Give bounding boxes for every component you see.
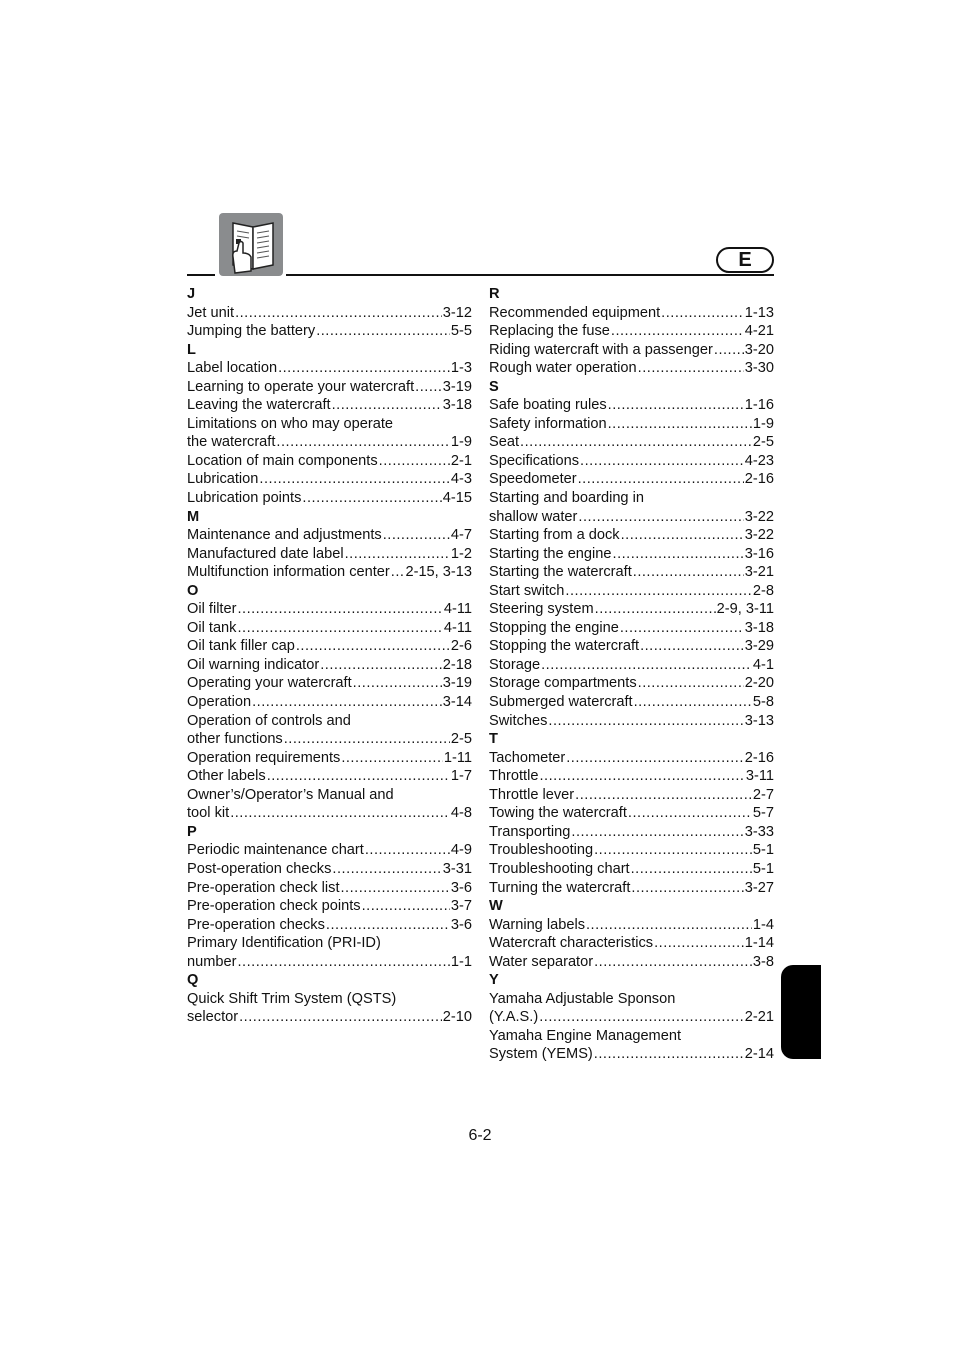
index-entry xyxy=(187,526,472,545)
index-letter-heading: M xyxy=(187,508,200,525)
index-entry-title: Lubrication points xyxy=(187,490,302,507)
index-entry-page: 2-10 xyxy=(442,1009,472,1026)
index-entry-title: Watercraft characteristics xyxy=(489,935,654,952)
index-entry-continuation: Starting and boarding in xyxy=(489,490,644,507)
dot-leader xyxy=(631,860,752,879)
index-entry-page: 2-20 xyxy=(744,675,774,692)
index-entry-title: Transporting xyxy=(489,823,571,840)
index-entry xyxy=(489,767,774,786)
index-entry xyxy=(187,656,472,675)
index-entry-page: 3-14 xyxy=(442,694,472,711)
dot-leader xyxy=(565,582,751,601)
index-entry-continuation: Yamaha Engine Management xyxy=(489,1027,682,1044)
index-entry xyxy=(489,934,774,953)
index-entry xyxy=(187,545,472,564)
index-entry xyxy=(489,749,774,768)
index-entry xyxy=(489,637,774,656)
index-entry-page: 1-9 xyxy=(450,434,472,451)
dot-leader xyxy=(379,452,450,471)
index-entry-title: Safety information xyxy=(489,415,607,432)
index-entry-continuation: Quick Shift Trim System (QSTS) xyxy=(187,990,397,1007)
index-entry xyxy=(489,619,774,638)
index-entry-page: 3-8 xyxy=(752,953,774,970)
index-entry xyxy=(489,1008,774,1027)
index-entry-title: Seat xyxy=(489,434,520,451)
dot-leader xyxy=(320,656,442,675)
index-entry xyxy=(489,693,774,712)
index-entry xyxy=(489,712,774,731)
index-entry-title: Maintenance and adjustments xyxy=(187,527,382,544)
dot-leader xyxy=(259,470,450,489)
index-entry-page: 1-11 xyxy=(443,749,472,766)
index-letter-heading: L xyxy=(187,341,196,358)
index-entry xyxy=(489,656,774,675)
index-entry-title: Post-operation checks xyxy=(187,860,332,877)
index-entry-page: 2-14 xyxy=(744,1046,774,1063)
index-entry xyxy=(187,322,472,341)
index-entry-title: selector xyxy=(187,1009,239,1026)
index-entry-page: 1-3 xyxy=(450,360,472,377)
index-entry-page: 3-11 xyxy=(745,768,774,785)
index-entry xyxy=(187,304,472,323)
index-entry-page: 4-8 xyxy=(450,805,472,822)
dot-leader xyxy=(383,526,450,545)
dot-leader xyxy=(296,637,450,656)
page-number: 6-2 xyxy=(468,1127,492,1144)
index-entry-page: 3-6 xyxy=(450,916,472,933)
index-entry xyxy=(187,953,472,972)
index-entry-page: 1-7 xyxy=(450,768,472,785)
index-entry-title: Manufactured date label xyxy=(187,545,344,562)
dot-leader xyxy=(341,749,443,768)
index-entry-page: 3-22 xyxy=(744,527,774,544)
index-entry-title: Stopping the watercraft xyxy=(489,638,640,655)
index-letter-heading: T xyxy=(489,731,498,748)
index-entry xyxy=(187,378,472,397)
index-entry-page: 2-5 xyxy=(450,731,472,748)
index-entry xyxy=(489,879,774,898)
dot-leader xyxy=(633,563,744,582)
dot-leader xyxy=(608,396,744,415)
dot-leader xyxy=(541,656,752,675)
index-entry-page: 3-7 xyxy=(450,898,472,915)
index-entry xyxy=(187,637,472,656)
dot-leader xyxy=(237,953,449,972)
index-entry xyxy=(187,433,472,452)
index-entry xyxy=(187,804,472,823)
index-entry xyxy=(489,470,774,489)
dot-leader xyxy=(580,452,744,471)
dot-leader xyxy=(638,359,744,378)
index-entry-page: 2-1 xyxy=(450,452,472,469)
dot-leader xyxy=(276,433,449,452)
index-entry-page: 3-16 xyxy=(744,545,774,562)
index-entry-page: 3-20 xyxy=(744,341,774,358)
index-entry-title: Starting the watercraft xyxy=(489,564,632,581)
index-entry-title: Location of main components xyxy=(187,452,378,469)
index-entry xyxy=(489,600,774,619)
index-entry-title: (Y.A.S.) xyxy=(489,1009,539,1026)
index-entry xyxy=(187,749,472,768)
index-entry xyxy=(187,619,472,638)
index-entry-title: Jet unit xyxy=(187,304,235,321)
dot-leader xyxy=(391,563,405,582)
index-entry-title: Replacing the fuse xyxy=(489,323,610,340)
dot-leader xyxy=(620,619,744,638)
dot-leader xyxy=(341,879,450,898)
index-entry-title: System (YEMS) xyxy=(489,1046,593,1063)
index-entry-page: 5-1 xyxy=(752,860,774,877)
index-entry-title: Leaving the watercraft xyxy=(187,397,331,414)
index-letter-heading: J xyxy=(187,286,196,302)
index-entry-title: Steering system xyxy=(489,601,594,618)
dot-leader xyxy=(595,600,716,619)
index-entry-page: 3-22 xyxy=(744,508,774,525)
index-entry xyxy=(489,545,774,564)
index-entry-title: Tachometer xyxy=(489,749,566,766)
index-entry-title: Other labels xyxy=(187,768,266,785)
dot-leader xyxy=(302,489,441,508)
index-entry-page: 2-16 xyxy=(744,471,774,488)
index-entry xyxy=(489,823,774,842)
dot-leader xyxy=(608,415,752,434)
index-entry xyxy=(489,674,774,693)
index-entry xyxy=(187,452,472,471)
index-entry-continuation: Yamaha Adjustable Sponson xyxy=(489,990,676,1007)
index-entry-title: Pre-operation check list xyxy=(187,879,340,896)
dot-leader xyxy=(548,712,743,731)
dot-leader xyxy=(611,322,744,341)
index-entry-page: 5-7 xyxy=(752,805,774,822)
index-entry-title: Towing the watercraft xyxy=(489,805,627,822)
index-entry-title: other functions xyxy=(187,731,283,748)
index-entry-title: Stopping the engine xyxy=(489,619,619,636)
index-entry-title: Pre-operation check points xyxy=(187,898,361,915)
dot-leader xyxy=(230,804,450,823)
index-entry-page: 5-1 xyxy=(752,842,774,859)
index-entry-title: Rough water operation xyxy=(489,360,637,377)
index-entry xyxy=(187,563,472,582)
index-entry xyxy=(187,916,472,935)
index-entry-title: Safe boating rules xyxy=(489,397,607,414)
index-entry-continuation: Limitations on who may operate xyxy=(187,415,394,432)
index-entry-page: 1-1 xyxy=(450,953,472,970)
index-entry-page: 3-6 xyxy=(450,879,472,896)
dot-leader xyxy=(578,508,743,527)
index-entry-title: Submerged watercraft xyxy=(489,694,633,711)
index-entry-title: Starting from a dock xyxy=(489,527,620,544)
dot-leader xyxy=(278,359,450,378)
index-entry-title: Oil tank filler cap xyxy=(187,638,295,655)
dot-leader xyxy=(237,600,442,619)
index-entry-title: number xyxy=(187,953,237,970)
index-entry-title: Operation xyxy=(187,694,252,711)
index-entry-title: Jumping the battery xyxy=(187,323,316,340)
index-entry xyxy=(187,396,472,415)
index-entry xyxy=(187,1008,472,1027)
index-entry xyxy=(489,433,774,452)
index-entry xyxy=(489,304,774,323)
index-entry-title: Storage xyxy=(489,656,541,673)
index-entry xyxy=(187,897,472,916)
index-entry-title: Turning the watercraft xyxy=(489,879,631,896)
index-entry-page: 3-19 xyxy=(442,378,472,395)
index-entry xyxy=(489,1045,774,1064)
index-entry-page: 1-16 xyxy=(744,397,774,414)
index-entry-title: Switches xyxy=(489,712,548,729)
index-entry-page: 1-13 xyxy=(744,304,774,321)
dot-leader xyxy=(415,378,442,397)
index-entry xyxy=(187,470,472,489)
dot-leader xyxy=(267,767,450,786)
index-entry-page: 5-8 xyxy=(752,694,774,711)
index-entry-title: Multifunction information center xyxy=(187,564,390,581)
dot-leader xyxy=(353,674,442,693)
chapter-tab xyxy=(781,965,821,1059)
index-entry xyxy=(489,415,774,434)
dot-leader xyxy=(578,470,744,489)
index-entry-title: Recommended equipment xyxy=(489,304,661,321)
index-entry-page: 5-5 xyxy=(450,323,472,340)
index-entry xyxy=(489,322,774,341)
index-entry-title: Riding watercraft with a passenger xyxy=(489,341,713,358)
index-entry-page: 1-14 xyxy=(744,935,774,952)
dot-leader xyxy=(654,934,744,953)
index-entry-page: 4-9 xyxy=(450,842,472,859)
index-entry xyxy=(187,879,472,898)
index-entry xyxy=(489,916,774,935)
index-letter-heading: Y xyxy=(489,972,499,989)
index-entry xyxy=(187,841,472,860)
index-entry xyxy=(187,767,472,786)
index-entry-page: 2-15, 3-13 xyxy=(405,564,472,581)
index-letter-heading: W xyxy=(489,898,503,915)
index-entry xyxy=(489,841,774,860)
index-entry-page: 3-18 xyxy=(442,397,472,414)
index-entry xyxy=(187,730,472,749)
index-entry-title: Periodic maintenance chart xyxy=(187,842,364,859)
index-entry xyxy=(489,860,774,879)
index-entry xyxy=(187,860,472,879)
index-entry xyxy=(489,508,774,527)
language-badge: E xyxy=(716,247,774,273)
index-entry-title: Learning to operate your watercraft xyxy=(187,378,415,395)
index-entry-title: Operating your watercraft xyxy=(187,675,352,692)
dot-leader xyxy=(284,730,450,749)
index-entry-title: Oil filter xyxy=(187,601,237,618)
index-entry-page: 3-12 xyxy=(442,304,472,321)
index-entry xyxy=(489,953,774,972)
index-entry-title: Speedometer xyxy=(489,471,577,488)
manual-reading-icon xyxy=(219,213,283,276)
index-entry-page: 4-23 xyxy=(744,452,774,469)
dot-leader xyxy=(539,1008,744,1027)
index-entry xyxy=(187,359,472,378)
index-entry-page: 4-15 xyxy=(442,490,472,507)
index-entry-page: 3-29 xyxy=(744,638,774,655)
dot-leader xyxy=(628,804,752,823)
index-entry-page: 2-9, 3-11 xyxy=(716,601,774,618)
dot-leader xyxy=(634,693,752,712)
index-entry-title: shallow water xyxy=(489,508,578,525)
index-entry-title: Specifications xyxy=(489,452,580,469)
index-entry-title: tool kit xyxy=(187,805,230,822)
dot-leader xyxy=(332,860,441,879)
dot-leader xyxy=(316,322,450,341)
dot-leader xyxy=(594,953,752,972)
index-entry-page: 3-27 xyxy=(744,879,774,896)
index-entry-page: 4-21 xyxy=(744,323,774,340)
index-entry-page: 1-9 xyxy=(752,415,774,432)
dot-leader xyxy=(575,786,752,805)
index-entry-title: Operation requirements xyxy=(187,749,341,766)
index-entry-title: Throttle xyxy=(489,768,539,785)
dot-leader xyxy=(252,693,442,712)
index-entry-title: Troubleshooting chart xyxy=(489,860,630,877)
index-column-right xyxy=(489,285,774,1064)
index-entry-continuation: Primary Identification (PRI-ID) xyxy=(187,935,381,952)
index-entry-title: Lubrication xyxy=(187,471,259,488)
index-letter-heading: Q xyxy=(187,972,199,989)
index-entry-continuation: Operation of controls and xyxy=(187,712,351,729)
index-entry-page: 1-4 xyxy=(752,916,774,933)
dot-leader xyxy=(594,1045,744,1064)
index-entry-title: Troubleshooting xyxy=(489,842,594,859)
dot-leader xyxy=(566,749,744,768)
index-entry-page: 2-21 xyxy=(744,1009,774,1026)
index-letter-heading: S xyxy=(489,378,499,395)
index-column-left xyxy=(187,285,472,1027)
dot-leader xyxy=(714,341,744,360)
index-entry-page: 4-1 xyxy=(752,656,774,673)
index-entry-page: 4-11 xyxy=(443,601,472,618)
dot-leader xyxy=(520,433,752,452)
index-entry xyxy=(489,563,774,582)
dot-leader xyxy=(345,545,450,564)
index-entry xyxy=(489,452,774,471)
dot-leader xyxy=(326,916,450,935)
index-entry-title: Label location xyxy=(187,360,278,377)
index-entry xyxy=(187,693,472,712)
index-entry-title: Start switch xyxy=(489,582,565,599)
index-entry-page: 2-16 xyxy=(744,749,774,766)
header-rule-left xyxy=(187,274,215,276)
dot-leader xyxy=(640,637,744,656)
index-entry-page: 4-7 xyxy=(450,527,472,544)
dot-leader xyxy=(631,879,743,898)
index-entry-title: Pre-operation checks xyxy=(187,916,325,933)
index-entry-page: 3-13 xyxy=(744,712,774,729)
dot-leader xyxy=(594,841,752,860)
dot-leader xyxy=(638,674,744,693)
dot-leader xyxy=(239,1008,442,1027)
index-entry-page: 2-5 xyxy=(752,434,774,451)
index-letter-heading: P xyxy=(187,823,197,840)
index-entry-title: Starting the engine xyxy=(489,545,612,562)
dot-leader xyxy=(365,841,450,860)
index-entry-title: Throttle lever xyxy=(489,786,575,803)
index-entry xyxy=(187,600,472,619)
header-rule-right xyxy=(286,274,774,276)
dot-leader xyxy=(332,396,442,415)
dot-leader xyxy=(235,304,442,323)
index-entry xyxy=(489,526,774,545)
dot-leader xyxy=(621,526,744,545)
index-entry-page: 3-18 xyxy=(744,619,774,636)
index-entry-title: Oil warning indicator xyxy=(187,656,320,673)
index-entry-page: 4-3 xyxy=(450,471,472,488)
index-entry xyxy=(489,804,774,823)
dot-leader xyxy=(613,545,744,564)
index-entry-page: 1-2 xyxy=(450,545,472,562)
index-entry-continuation: Owner’s/Operator’s Manual and xyxy=(187,786,394,803)
index-entry-page: 2-7 xyxy=(752,786,774,803)
index-entry-page: 4-11 xyxy=(443,619,472,636)
dot-leader xyxy=(661,304,744,323)
index-entry-title: Warning labels xyxy=(489,916,585,933)
dot-leader xyxy=(237,619,442,638)
dot-leader xyxy=(539,767,744,786)
index-entry xyxy=(187,674,472,693)
index-entry-page: 3-30 xyxy=(744,360,774,377)
index-entry-page: 3-19 xyxy=(442,675,472,692)
index-entry xyxy=(489,359,774,378)
dot-leader xyxy=(586,916,752,935)
index-entry-page: 3-33 xyxy=(744,823,774,840)
dot-leader xyxy=(362,897,450,916)
index-entry-page: 2-6 xyxy=(450,638,472,655)
index-letter-heading: O xyxy=(187,582,199,599)
index-entry-page: 3-31 xyxy=(442,860,472,877)
index-entry-page: 3-21 xyxy=(744,564,774,581)
index-entry-title: Storage compartments xyxy=(489,675,637,692)
index-letter-heading: R xyxy=(489,286,500,302)
index-entry-page: 2-18 xyxy=(442,656,472,673)
index-entry-title: the watercraft xyxy=(187,434,276,451)
dot-leader xyxy=(571,823,743,842)
index-entry xyxy=(489,341,774,360)
index-entry xyxy=(489,396,774,415)
index-entry-title: Water separator xyxy=(489,953,594,970)
index-entry xyxy=(187,489,472,508)
index-entry-title: Oil tank xyxy=(187,619,237,636)
index-entry xyxy=(489,786,774,805)
index-entry xyxy=(489,582,774,601)
index-entry-page: 2-8 xyxy=(752,582,774,599)
